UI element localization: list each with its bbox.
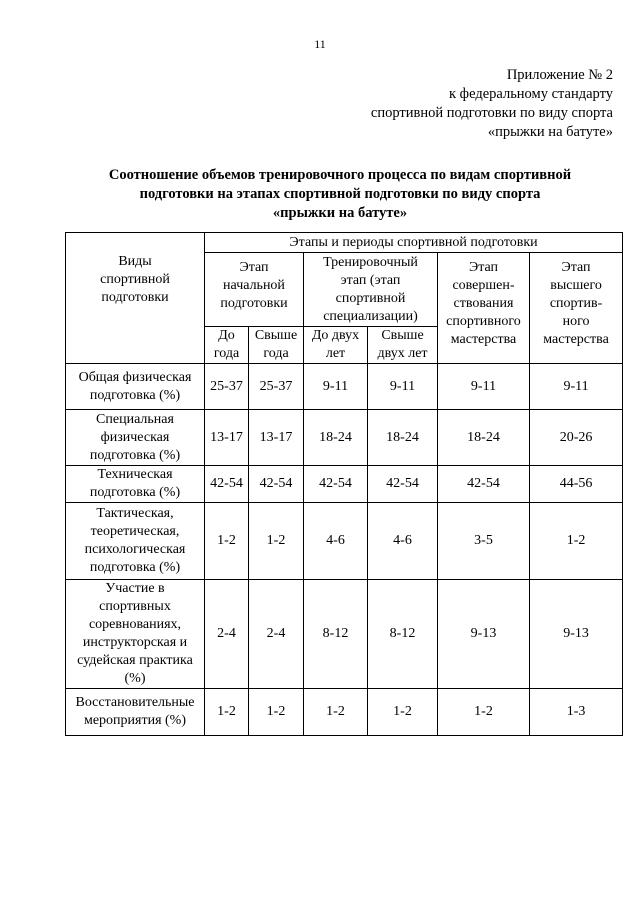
page-number: 11 — [314, 37, 326, 51]
appendix-line: «прыжки на батуте» — [487, 124, 613, 140]
stage-header-line: спортивной — [335, 291, 406, 306]
table-row — [66, 410, 623, 466]
table-cell: 9-11 — [438, 364, 530, 410]
row-label-line: мероприятия (%) — [83, 713, 187, 728]
period-header-line: Свыше — [381, 328, 424, 343]
table-cell: 18-24 — [304, 410, 368, 466]
stage-header-line: Этап — [239, 260, 269, 275]
period-header-line: До — [218, 328, 235, 343]
table-cell: 18-24 — [438, 410, 530, 466]
stage-header — [530, 253, 623, 364]
stages-header: Этапы и периоды спортивной подготовки — [205, 233, 623, 253]
period-header-line: года — [263, 346, 289, 361]
row-label — [66, 503, 205, 580]
row-label — [66, 364, 205, 410]
table-cell: 42-54 — [249, 466, 304, 503]
table-cell: 1-2 — [530, 503, 623, 580]
table-cell: 4-6 — [304, 503, 368, 580]
appendix-line: спортивной подготовки по виду спорта — [370, 105, 613, 121]
row-label — [66, 580, 205, 689]
table-cell: 4-6 — [368, 503, 438, 580]
table-cell: 1-2 — [205, 689, 249, 736]
stage-header-line: Этап — [561, 260, 591, 275]
table-cell: 1-2 — [205, 503, 249, 580]
stage-header-line: Тренировочный — [323, 255, 418, 270]
period-header-line: года — [213, 346, 240, 361]
table-row — [66, 466, 623, 503]
row-label-line: Восстановительные — [75, 695, 195, 710]
stage-header-line: спортивного — [446, 314, 521, 329]
row-label-line: подготовка (%) — [89, 387, 181, 403]
stage-header-line: ного — [562, 314, 590, 329]
row-label-line: Участие в — [105, 581, 165, 596]
row-label-line: Общая физическая — [78, 369, 192, 385]
stage-header-line: подготовки — [220, 296, 288, 311]
row-label-line: инструкторская и — [82, 635, 188, 650]
row-label-line: Специальная — [96, 411, 174, 427]
stage-header-line: ствования — [453, 296, 514, 311]
stage-header — [205, 253, 304, 327]
table-cell: 13-17 — [249, 410, 304, 466]
row-label — [66, 466, 205, 503]
table-cell: 18-24 — [368, 410, 438, 466]
period-header-line: лет — [325, 346, 346, 361]
table-cell: 9-11 — [304, 364, 368, 410]
stage-header-line: спортив- — [549, 296, 603, 311]
row-label — [66, 410, 205, 466]
row-label — [66, 689, 205, 736]
table-cell: 9-11 — [368, 364, 438, 410]
stage-header-line: начальной — [223, 278, 285, 293]
table-cell: 3-5 — [438, 503, 530, 580]
table-row — [66, 689, 623, 736]
table-cell: 42-54 — [438, 466, 530, 503]
table-cell: 42-54 — [304, 466, 368, 503]
table-cell: 8-12 — [304, 580, 368, 689]
period-header-line: Свыше — [254, 328, 298, 343]
table-cell: 1-2 — [304, 689, 368, 736]
stage-header-line: специализации) — [323, 309, 418, 324]
table-cell: 8-12 — [368, 580, 438, 689]
row-label-line: спортивных — [99, 599, 171, 614]
table-cell: 2-4 — [249, 580, 304, 689]
document-title — [60, 166, 620, 223]
period-header — [205, 327, 249, 364]
row-label-line: физическая — [100, 429, 170, 445]
table-row — [66, 580, 623, 689]
row-label-line: Тактическая, — [96, 506, 174, 521]
appendix-block — [371, 66, 613, 142]
table-cell: 1-2 — [249, 689, 304, 736]
stage-header — [438, 253, 530, 364]
row-label-line: психологическая — [84, 542, 186, 557]
period-header-line: До двух — [311, 328, 360, 343]
row-label-line: судейская практика — [77, 653, 193, 668]
table-cell: 1-3 — [530, 689, 623, 736]
table-row — [66, 503, 623, 580]
table-cell: 25-37 — [249, 364, 304, 410]
period-header — [249, 327, 304, 364]
stage-header-line: высшего — [550, 278, 602, 293]
table-cell: 44-56 — [530, 466, 623, 503]
table-cell: 1-2 — [438, 689, 530, 736]
stage-header-line: совершен- — [452, 278, 515, 293]
stage-header — [304, 253, 438, 327]
table-cell: 9-13 — [530, 580, 623, 689]
table-cell: 9-11 — [530, 364, 623, 410]
table-cell: 2-4 — [205, 580, 249, 689]
row-label-line: подготовка (%) — [89, 447, 181, 463]
title-line: Соотношение объемов тренировочного процесса по видам спортивной — [108, 167, 572, 183]
period-header — [304, 327, 368, 364]
training-volume-table — [65, 232, 623, 736]
row-label-line: (%) — [124, 671, 146, 686]
period-header — [368, 327, 438, 364]
corner-header — [66, 233, 205, 364]
row-label-line: соревнованиях, — [88, 617, 182, 632]
table-cell: 1-2 — [368, 689, 438, 736]
title-line: «прыжки на батуте» — [272, 205, 408, 221]
stage-header-line: мастерства — [450, 332, 517, 347]
table-cell: 20-26 — [530, 410, 623, 466]
period-header-line: двух лет — [377, 346, 428, 361]
table-cell: 1-2 — [249, 503, 304, 580]
row-label-line: подготовка (%) — [89, 560, 181, 575]
table-cell: 13-17 — [205, 410, 249, 466]
table-cell: 42-54 — [205, 466, 249, 503]
stage-header-line: Этап — [468, 260, 499, 275]
corner-header-line: подготовки — [101, 290, 169, 305]
stage-header-line: мастерства — [543, 332, 609, 347]
row-label-line: подготовка (%) — [89, 485, 181, 500]
stage-header-line: этап (этап — [340, 273, 401, 288]
appendix-line: Приложение № 2 — [506, 67, 613, 83]
table-cell: 25-37 — [205, 364, 249, 410]
table-cell: 9-13 — [438, 580, 530, 689]
corner-header-line: Виды — [118, 254, 152, 269]
row-label-line: теоретическая, — [90, 524, 180, 539]
corner-header-line: спортивной — [100, 272, 170, 287]
table-cell: 42-54 — [368, 466, 438, 503]
row-label-line: Техническая — [97, 467, 173, 482]
appendix-line: к федеральному стандарту — [449, 86, 613, 102]
title-line: подготовки на этапах спортивной подготовки по виду спорта — [139, 186, 541, 202]
table-row — [66, 364, 623, 410]
